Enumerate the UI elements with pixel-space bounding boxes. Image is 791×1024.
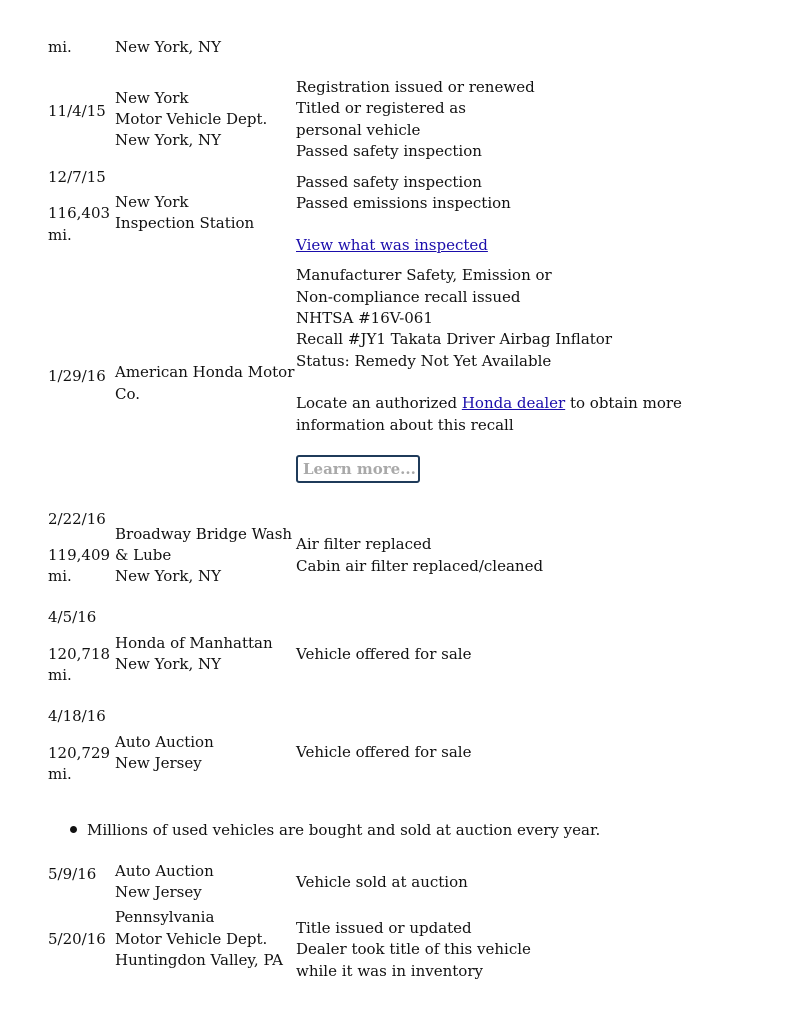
- record-3-detail-2: Non-compliance recall issued: [296, 288, 521, 306]
- record-2-mileage-unit: mi.: [48, 226, 72, 244]
- record-1-date: 11/4/15: [48, 102, 106, 120]
- record-1-source-line-3: New York, NY: [115, 131, 222, 149]
- bullet-icon: [70, 826, 77, 833]
- record-5-date: 4/5/16: [48, 608, 97, 626]
- record-3-date: 1/29/16: [48, 367, 106, 385]
- record-0-mileage-unit: mi.: [48, 38, 72, 56]
- record-3-source-line-2: Co.: [115, 385, 141, 403]
- record-1-detail-3: personal vehicle: [296, 121, 421, 139]
- record-8-detail-1: Title issued or updated: [296, 919, 472, 937]
- record-4-mileage: 119,409: [48, 546, 111, 564]
- record-7-source-line-1: Auto Auction: [115, 862, 214, 880]
- record-3-locate-line-1: [296, 393, 682, 415]
- record-2-date: 12/7/15: [48, 168, 106, 186]
- record-5-source-line-2: New York, NY: [115, 655, 222, 673]
- record-5-mileage-unit: mi.: [48, 666, 72, 684]
- record-4-mileage-unit: mi.: [48, 567, 72, 585]
- record-2-mileage: 116,403: [48, 204, 111, 222]
- record-3-detail-1: Manufacturer Safety, Emission or: [296, 266, 552, 284]
- record-7-date: 5/9/16: [48, 865, 97, 883]
- record-0-source: New York, NY: [115, 38, 222, 56]
- auction-note: Millions of used vehicles are bought and sold at auction every year.: [87, 821, 601, 839]
- record-6-source-line-1: Auto Auction: [115, 733, 214, 751]
- record-8-detail-3: while it was in inventory: [296, 962, 483, 980]
- record-7-source-line-2: New Jersey: [115, 883, 202, 901]
- locate-suffix: to obtain more: [565, 394, 682, 412]
- record-6-detail-1: Vehicle offered for sale: [296, 743, 472, 761]
- record-8-date: 5/20/16: [48, 930, 106, 948]
- record-4-source-line-2: & Lube: [115, 546, 172, 564]
- record-8-source-line-1: Pennsylvania: [115, 908, 215, 926]
- record-4-detail-2: Cabin air filter replaced/cleaned: [296, 557, 544, 575]
- record-1-detail-2: Titled or registered as: [296, 99, 466, 117]
- record-6-mileage-unit: mi.: [48, 765, 72, 783]
- record-8-detail-2: Dealer took title of this vehicle: [296, 940, 531, 958]
- view-inspection-link[interactable]: View what was inspected: [296, 236, 488, 254]
- record-3-source-line-1: American Honda Motor: [115, 363, 295, 381]
- record-5-detail-1: Vehicle offered for sale: [296, 645, 472, 663]
- record-1-source-line-2: Motor Vehicle Dept.: [115, 110, 268, 128]
- record-4-source-line-1: Broadway Bridge Wash: [115, 525, 293, 543]
- locate-prefix: Locate an authorized: [296, 394, 462, 412]
- record-8-source-line-3: Huntingdon Valley, PA: [115, 951, 283, 969]
- record-1-detail-1: Registration issued or renewed: [296, 78, 535, 96]
- learn-more-button[interactable]: Learn more...: [296, 455, 420, 483]
- record-3-detail-4: Recall #JY1 Takata Driver Airbag Inflator: [296, 330, 612, 348]
- record-8-source-line-2: Motor Vehicle Dept.: [115, 930, 268, 948]
- record-4-date: 2/22/16: [48, 510, 106, 528]
- record-2-detail-1: Passed safety inspection: [296, 173, 482, 191]
- honda-dealer-link[interactable]: Honda dealer: [461, 394, 566, 412]
- record-3-detail-3: NHTSA #16V-061: [296, 309, 433, 327]
- record-2-detail-2: Passed emissions inspection: [296, 194, 511, 212]
- record-1-detail-4: Passed safety inspection: [296, 142, 482, 160]
- record-4-source-line-3: New York, NY: [115, 567, 222, 585]
- record-2-source-line-2: Inspection Station: [115, 214, 255, 232]
- record-3-detail-5: Status: Remedy Not Yet Available: [296, 352, 552, 370]
- record-6-mileage: 120,729: [48, 744, 111, 762]
- record-2-source-line-1: New York: [115, 193, 189, 211]
- record-6-date: 4/18/16: [48, 707, 106, 725]
- record-3-locate-line-2: information about this recall: [296, 416, 514, 434]
- record-5-source-line-1: Honda of Manhattan: [115, 634, 273, 652]
- record-1-source-line-1: New York: [115, 89, 189, 107]
- record-5-mileage: 120,718: [48, 645, 111, 663]
- record-4-detail-1: Air filter replaced: [296, 535, 432, 553]
- record-7-detail-1: Vehicle sold at auction: [296, 873, 468, 891]
- record-6-source-line-2: New Jersey: [115, 754, 202, 772]
